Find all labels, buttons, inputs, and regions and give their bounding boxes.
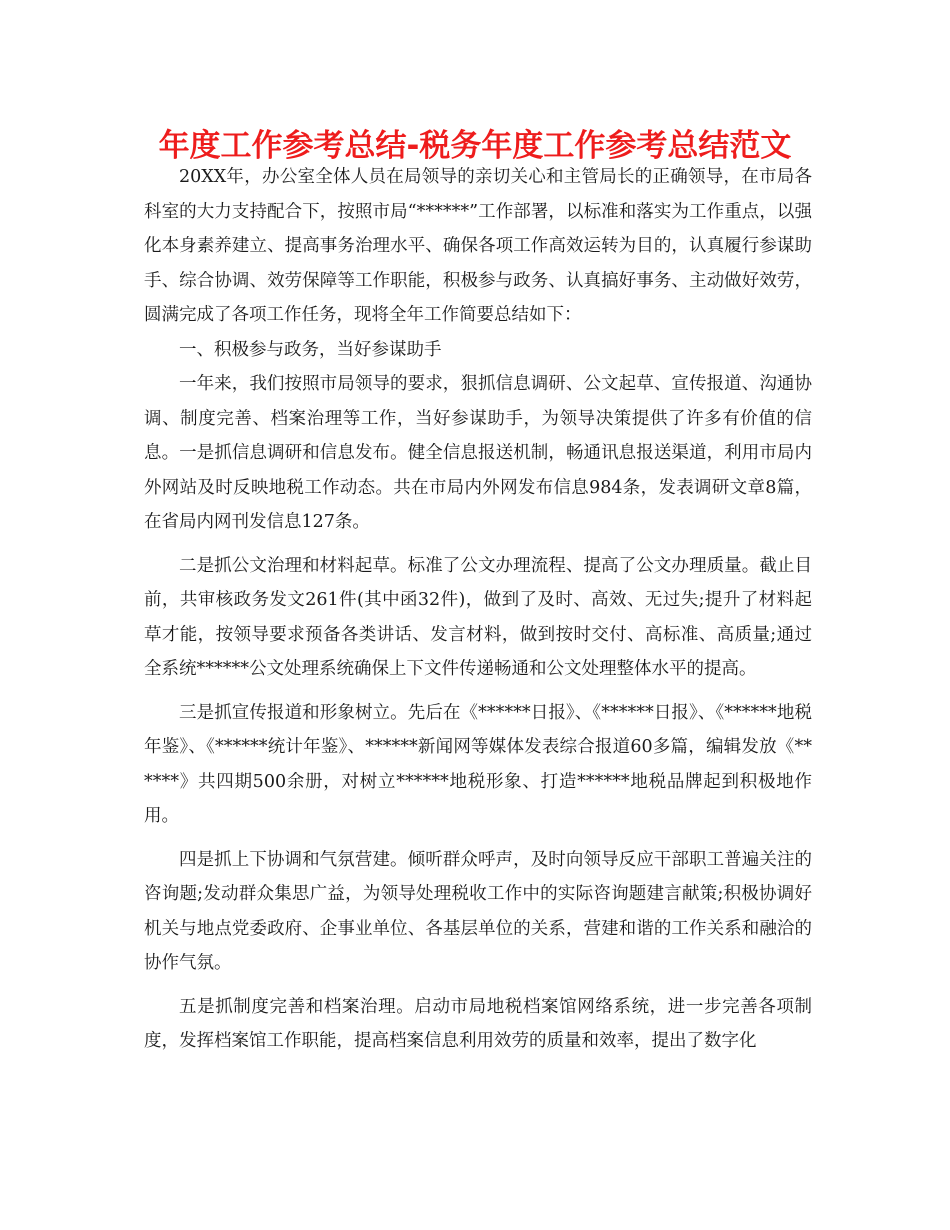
paragraph-publicity: 三是抓宣传报道和形象树立。先后在《******日报》、《******日报》、《******地税年鉴》、《******统计年鉴》、******新闻网等媒体发表综合报道60多篇，编辑发放《******》共四期500余册，对树立******地税形象、打造******地税品牌起到积极地作用。: [144, 702, 812, 826]
paragraph-intro: 20XX年，办公室全体人员在局领导的亲切关心和主管局长的正确领导，在市局各科室的大力支持配合下，按照市局“******”工作部署，以标准和落实为工作重点，以强化本身素养建立、提高事务治理水平、确保各项工作高效运转为目的，认真履行参谋助手、综合协调、效劳保障等工作职能，积极参与政务、认真搞好事务、主动做好效劳，圆满完成了各项工作任务，现将全年工作简要总结如下：: [144, 167, 812, 325]
document-title: 年度工作参考总结-税务年度工作参考总结范文: [158, 128, 792, 164]
paragraph-document-management: 二是抓公文治理和材料起草。标准了公文办理流程、提高了公文办理质量。截止目前，共审核政务发文261件(其中函32件)，做到了及时、高效、无过失;提升了材料起草才能，按领导要求预备各类讲话、发言材料，做到按时交付、高标准、高质量;通过全系统******公文处理系统确保上下文件传递畅通和公文处理整体水平的提高。: [144, 555, 812, 679]
section-heading-1: 一、积极参与政务，当好参谋助手: [179, 339, 442, 360]
document-body: [144, 160, 812, 1059]
paragraph-coordination: 四是抓上下协调和气氛营建。倾听群众呼声，及时向领导反应干部职工普遍关注的咨询题;发动群众集思广益，为领导处理税收工作中的实际咨询题建言献策;积极协调好机关与地点党委政府、企事业单位、各基层单位的关系，营建和谐的工作关系和融洽的协作气氛。: [144, 849, 812, 973]
paragraph-info-research: 一年来，我们按照市局领导的要求，狠抓信息调研、公文起草、宣传报道、沟通协调、制度完善、档案治理等工作，当好参谋助手，为领导决策提供了许多有价值的信息。一是抓信息调研和信息发布。健全信息报送机制，畅通讯息报送渠道，利用市局内外网站及时反映地税工作动态。共在市局内外网发布信息984条，发表调研文章8篇，在省局内网刊发信息127条。: [144, 374, 812, 532]
paragraph-archives: 五是抓制度完善和档案治理。启动市局地税档案馆网络系统，进一步完善各项制度，发挥档案馆工作职能，提高档案信息利用效劳的质量和效率，提出了数字化: [144, 996, 812, 1051]
